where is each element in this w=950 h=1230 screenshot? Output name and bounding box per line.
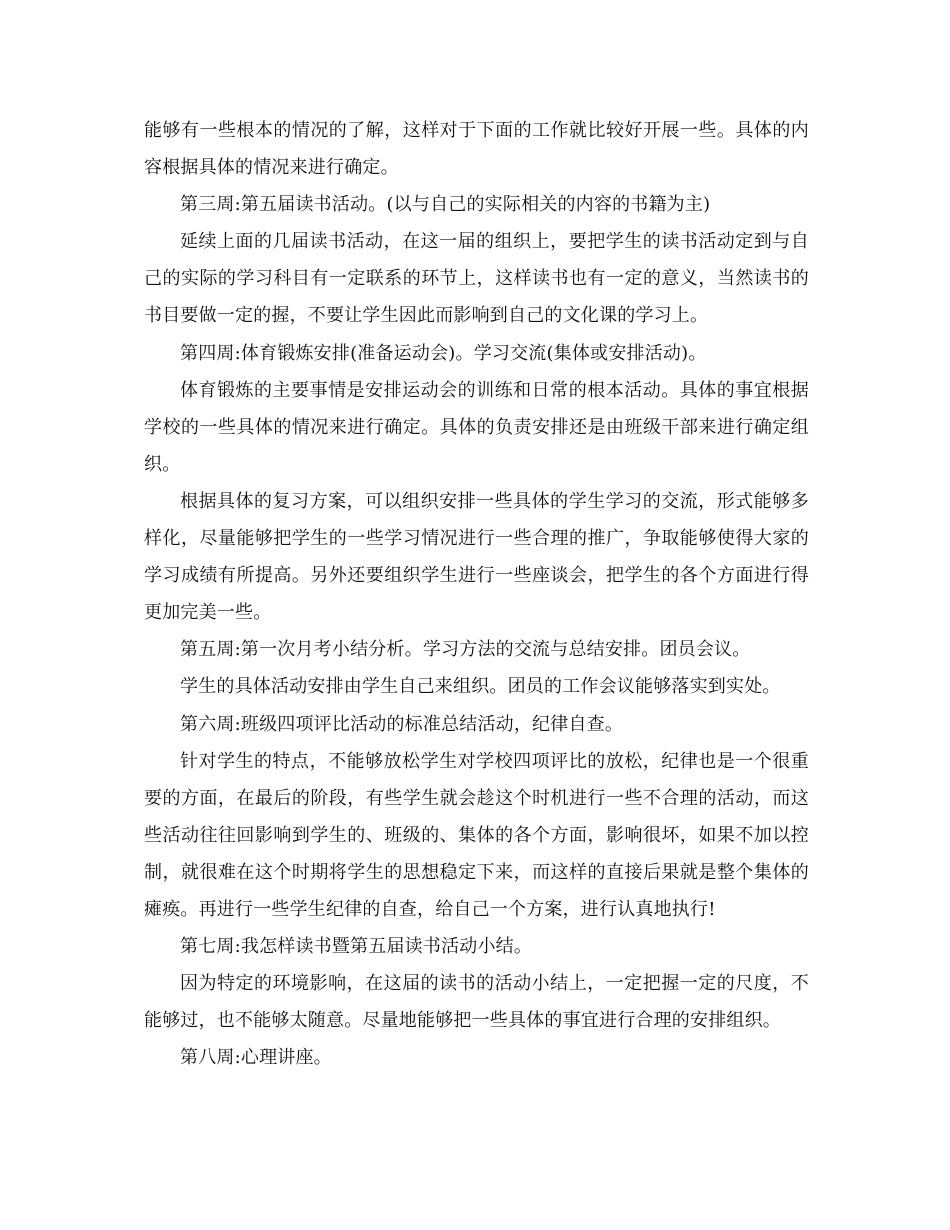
paragraph-league-meeting: 学生的具体活动安排由学生自己来组织。团员的工作会议能够落实到实处。 xyxy=(180,676,781,698)
heading-week-8: 第八周:心理讲座。 xyxy=(180,1047,332,1069)
heading-week-4: 第四周:体育锻炼安排(准备运动会)。学习交流(集体或安排活动)。 xyxy=(180,342,707,364)
document-body xyxy=(144,112,809,1076)
heading-week-5: 第五周:第一次月考小结分析。学习方法的交流与总结安排。团员会议。 xyxy=(180,639,751,661)
paragraph-sports-training: 体育锻炼的主要事情是安排运动会的训练和日常的根本活动。具体的事宜根据学校的一些具体的情况来进行确定。具体的负责安排还是由班级干部来进行确定组织。 xyxy=(144,379,809,475)
paragraph-continuation: 能够有一些根本的情况的了解，这样对于下面的工作就比较好开展一些。具体的内容根据具体的情况来进行确定。 xyxy=(144,120,809,179)
paragraph-reading-activity: 延续上面的几届读书活动，在这一届的组织上，要把学生的读书活动定到与自己的实际的学习科目有一定联系的环节上，这样读书也有一定的意义，当然读书的书目要做一定的握，不要让学生因此而影响到自己的文化课的学习上。 xyxy=(144,231,809,327)
heading-week-3: 第三周:第五届读书活动。(以与自己的实际相关的内容的书籍为主) xyxy=(180,194,711,216)
heading-week-6: 第六周:班级四项评比活动的标准总结活动，纪律自查。 xyxy=(180,713,624,735)
paragraph-discipline: 针对学生的特点，不能够放松学生对学校四项评比的放松，纪律也是一个很重要的方面，在最后的阶段，有些学生就会趁这个时机进行一些不合理的活动，而这些活动往往回影响到学生的、班级的、集体的各个方面，影响很坏，如果不加以控制，就很难在这个时期将学生的思想稳定下来，而这样的直接后果就是整个集体的瘫痪。再进行一些学生纪律的自查，给自己一个方案，进行认真地执行! xyxy=(144,750,809,920)
paragraph-reading-summary: 因为特定的环境影响，在这届的读书的活动小结上，一定把握一定的尺度，不能够过，也不能够太随意。尽量地能够把一些具体的事宜进行合理的安排组织。 xyxy=(144,973,809,1032)
heading-week-7: 第七周:我怎样读书暨第五届读书活动小结。 xyxy=(180,936,533,958)
paragraph-study-exchange: 根据具体的复习方案，可以组织安排一些具体的学生学习的交流，形式能够多样化，尽量能够把学生的一些学习情况进行一些合理的推广，争取能够使得大家的学习成绩有所提高。另外还要组织学生进行一些座谈会，把学生的各个方面进行得更加完美一些。 xyxy=(144,490,809,624)
